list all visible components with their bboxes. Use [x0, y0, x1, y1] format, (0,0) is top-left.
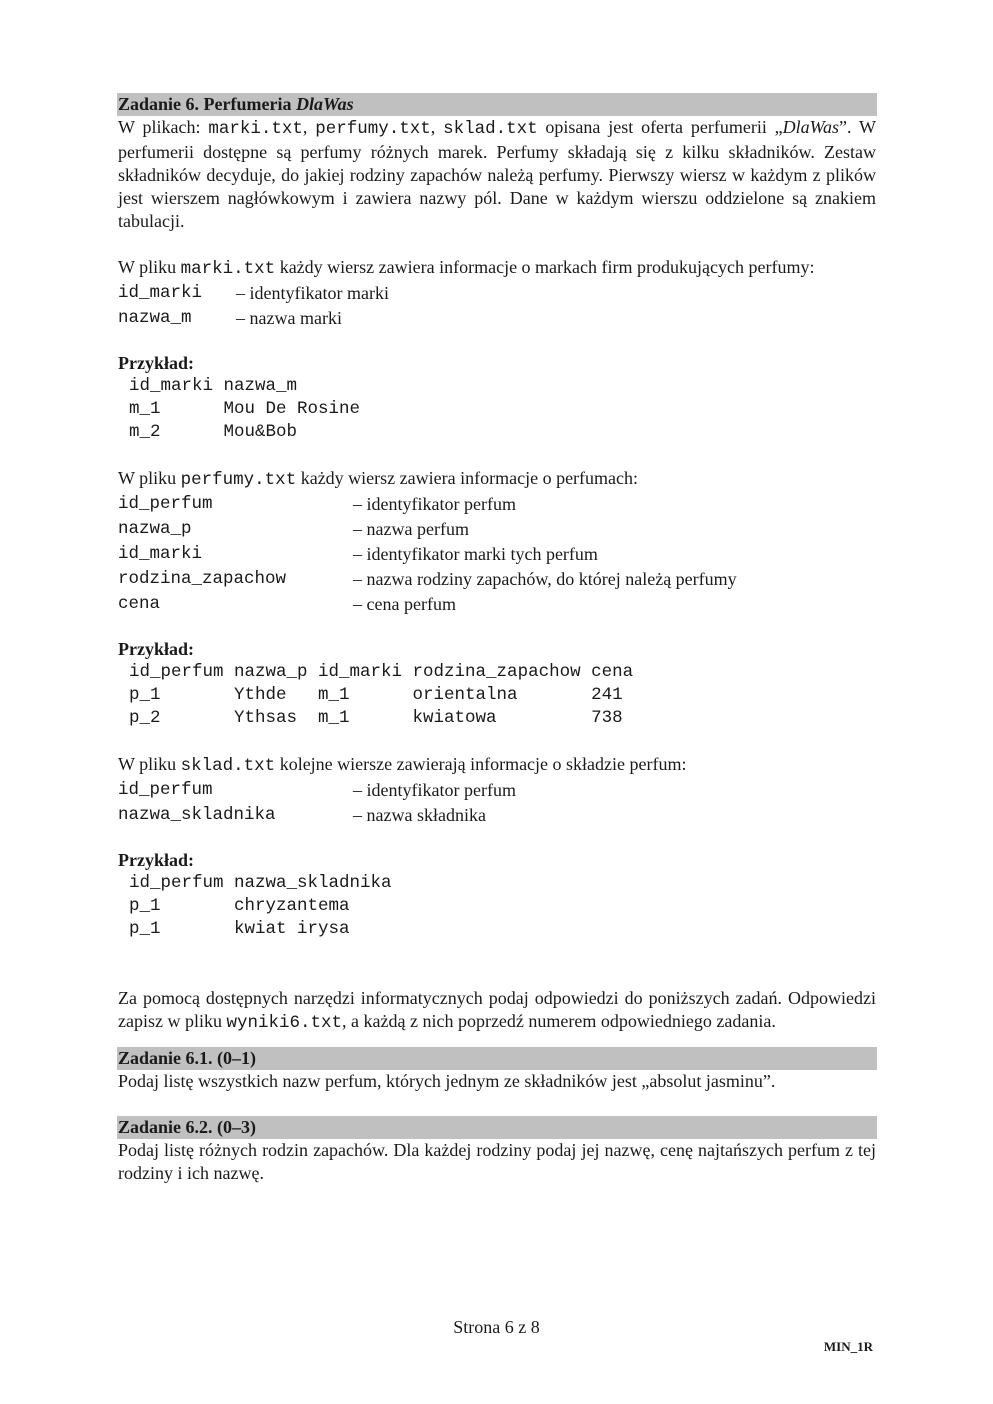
field-name: id_marki: [118, 544, 203, 564]
field-description: – identyfikator marki tych perfum: [353, 544, 598, 564]
field-name: rodzina_zapachow: [118, 569, 287, 589]
task-intro: W plikach: marki.txt, perfumy.txt, sklad.txt opisana jest oferta perfumerii „DlaWas”. W perfumerii dostępne są perfumy różnych marek. Perfumy składają się z kilku składników. Zestaw składników decyduje, do jakiej rodziny zapachów należą perfumy. Pierwszy wiersz w każdym z plików jest wierszem nagłówkowym i zawiera nazwy pól. Dane w każdym wierszu oddzielone są znakiem tabulacji.: [118, 117, 877, 231]
filename: wyniki6.txt: [226, 1013, 343, 1033]
sklad-intro: W pliku sklad.txt kolejne wiersze zawierają informacje o składzie perfum:: [118, 754, 687, 776]
field-name: id_perfum: [118, 494, 213, 514]
field-definition: [118, 306, 876, 331]
example-data: id_perfum nazwa_skladnika p_1 chryzantema p_1 kwiat irysa: [129, 873, 392, 939]
field-definition: [118, 281, 876, 306]
example-data: id_marki nazwa_m m_1 Mou De Rosine m_2 Mou&Bob: [129, 376, 361, 442]
filename: sklad.txt: [443, 119, 538, 139]
field-definition: [118, 592, 876, 617]
field-definition: [118, 542, 876, 567]
subtask-title: Zadanie 6.2. (0–3): [117, 1116, 877, 1139]
field-description: – identyfikator perfum: [353, 494, 516, 514]
marki-intro: W pliku marki.txt każdy wiersz zawiera informacje o markach firm produkujących perfumy:: [118, 257, 815, 279]
field-description: – nazwa rodziny zapachów, do której należą perfumy: [353, 569, 737, 589]
task-title: Zadanie 6. Perfumeria DlaWas: [117, 93, 877, 116]
field-definition: [118, 778, 876, 803]
field-name: cena: [118, 594, 161, 614]
perfumy-intro: W pliku perfumy.txt każdy wiersz zawiera informacje o perfumach:: [118, 468, 639, 490]
field-name: id_perfum: [118, 780, 213, 800]
example-data: id_perfum nazwa_p id_marki rodzina_zapachow cena p_1 Ythde m_1 orientalna 241 p_2 Ythsas m_1 kwiatowa 738: [129, 662, 634, 728]
example-label: Przykład:: [118, 639, 194, 659]
example-label: Przykład:: [118, 353, 194, 373]
instructions: Za pomocą dostępnych narzędzi informatycznych podaj odpowiedzi do poniższych zadań. Odpowiedzi zapisz w pliku wyniki6.txt, a każdą z nich poprzedź numerem odpowiedniego zadania.: [118, 988, 876, 1033]
field-description: – cena perfum: [353, 594, 456, 614]
exam-code: MIN_1R: [823, 1339, 873, 1354]
page-number: Strona 6 z 8: [453, 1317, 540, 1337]
field-description: – nazwa perfum: [353, 519, 469, 539]
field-description: – nazwa marki: [236, 308, 342, 328]
page-content: [118, 93, 876, 1185]
filename: perfumy.txt: [315, 119, 431, 139]
subtask-text: Podaj listę różnych rodzin zapachów. Dla każdej rodziny podaj jej nazwę, cenę najtańszych perfum z tej rodziny i ich nazwę.: [118, 1140, 876, 1183]
subtask-text: Podaj listę wszystkich nazw perfum, których jednym ze składników jest „absolut jasminu”.: [118, 1071, 776, 1091]
field-name: nazwa_p: [118, 519, 192, 539]
field-description: – identyfikator marki: [236, 283, 389, 303]
field-description: – identyfikator perfum: [353, 780, 516, 800]
field-name: id_marki: [118, 283, 203, 303]
example-label: Przykład:: [118, 850, 194, 870]
subtask-title: Zadanie 6.1. (0–1): [117, 1047, 877, 1070]
filename: marki.txt: [180, 259, 276, 279]
field-name: nazwa_m: [118, 308, 192, 328]
filename: marki.txt: [208, 119, 303, 139]
filename: sklad.txt: [180, 756, 276, 776]
filename: perfumy.txt: [180, 470, 297, 490]
field-description: – nazwa składnika: [353, 805, 486, 825]
field-definition: [118, 803, 876, 828]
field-definition: [118, 517, 876, 542]
field-definition: [118, 492, 876, 517]
field-name: nazwa_skladnika: [118, 805, 276, 825]
field-definition: [118, 567, 876, 592]
